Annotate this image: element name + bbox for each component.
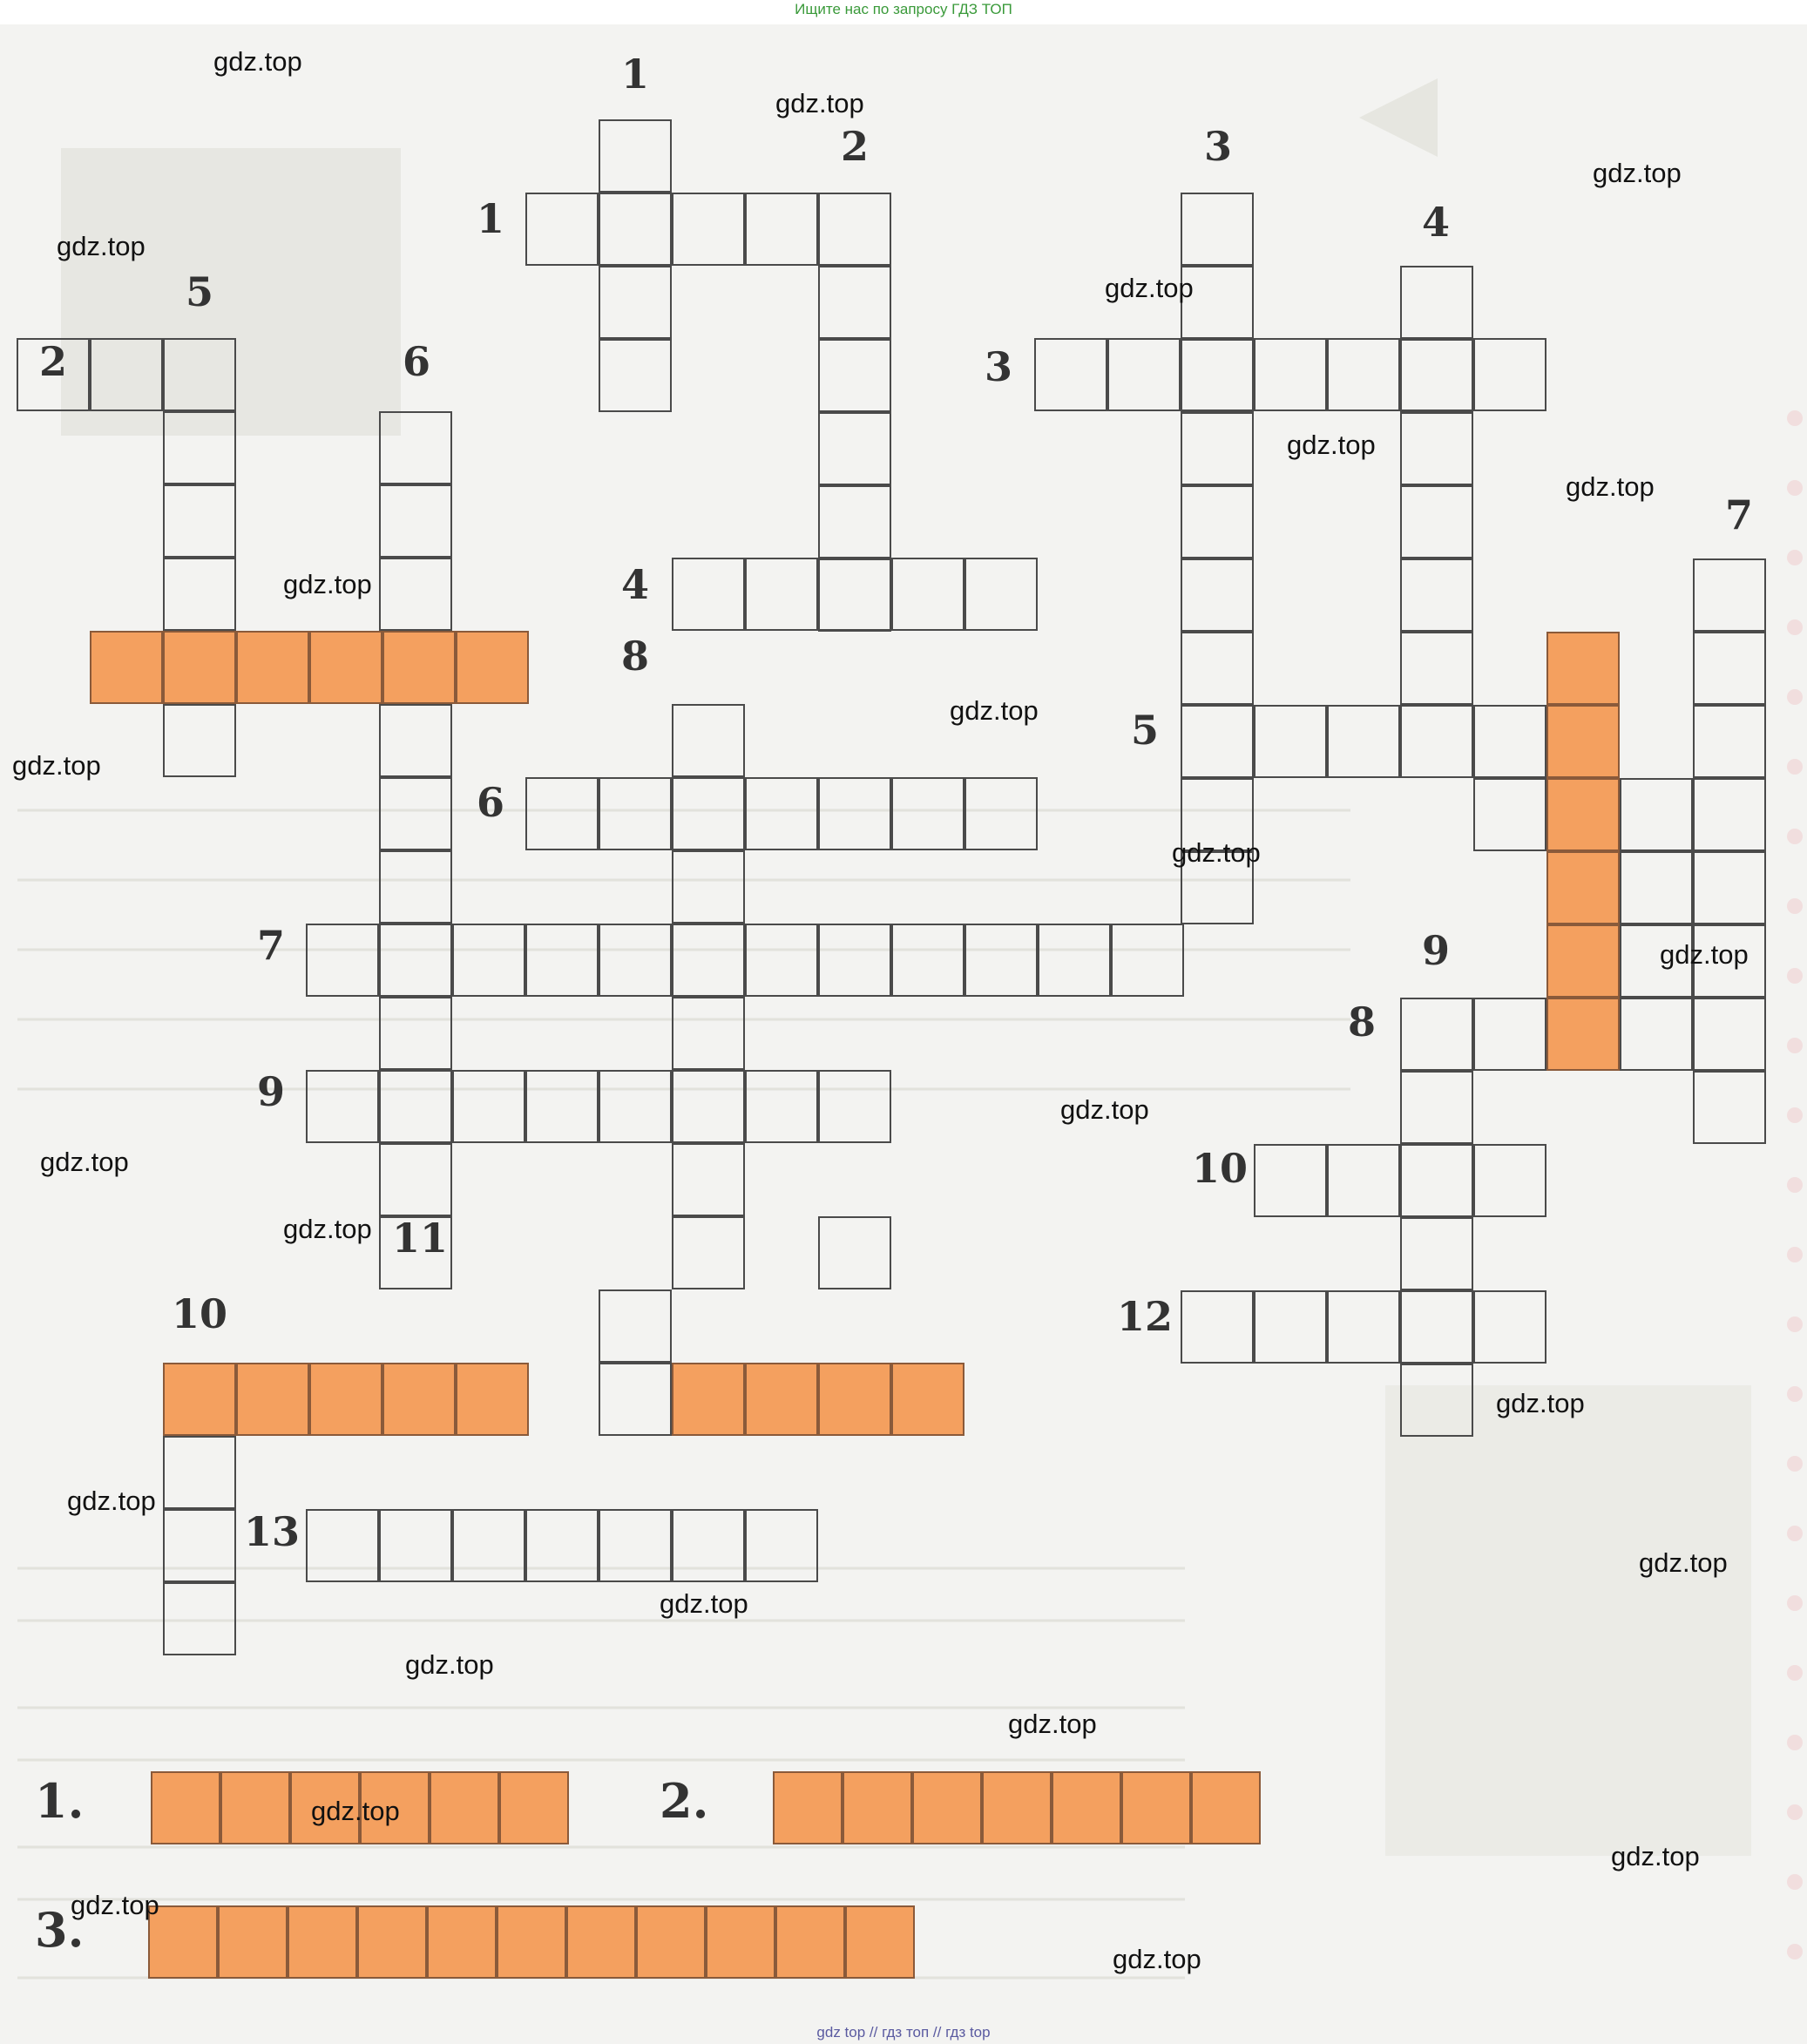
crossword-cell[interactable] (1181, 558, 1254, 632)
crossword-cell[interactable] (672, 704, 745, 777)
watermark: gdz.top (1060, 1094, 1149, 1125)
crossword-cell[interactable] (163, 1582, 236, 1655)
crossword-cell[interactable] (1693, 558, 1766, 632)
clue-number: 1 (477, 195, 505, 242)
watermark: gdz.top (40, 1147, 129, 1177)
answer-cell[interactable] (982, 1771, 1052, 1844)
crossword-cell[interactable] (379, 924, 452, 997)
crossword-cell[interactable] (818, 1070, 891, 1143)
clue-number: 13 (244, 1508, 301, 1555)
crossword-cell[interactable] (1400, 485, 1473, 558)
crossword-cell-highlighted[interactable] (1546, 998, 1620, 1071)
crossword-cell[interactable] (1254, 1290, 1327, 1364)
crossword-cell[interactable] (163, 558, 236, 631)
crossword-cell[interactable] (1254, 705, 1327, 778)
crossword-cell-highlighted[interactable] (1546, 632, 1620, 705)
crossword-cell[interactable] (818, 1216, 891, 1289)
crossword-cell[interactable] (1181, 632, 1254, 705)
crossword-cell[interactable] (891, 777, 964, 850)
clue-number: 7 (257, 922, 286, 969)
answer-cell[interactable] (357, 1905, 427, 1979)
crossword-cell[interactable] (1400, 266, 1473, 339)
clue-number: 3 (985, 343, 1013, 390)
crossword-cell[interactable] (1327, 705, 1400, 778)
crossword-cell[interactable] (306, 1070, 379, 1143)
crossword-cell[interactable] (1473, 778, 1546, 851)
watermark: gdz.top (12, 750, 101, 781)
answer-cell[interactable] (220, 1771, 290, 1844)
crossword-cell[interactable] (525, 193, 599, 266)
crossword-cell[interactable] (672, 1216, 745, 1289)
clue-number: 2 (39, 338, 68, 385)
crossword-cell[interactable] (525, 1509, 599, 1582)
watermark: gdz.top (1496, 1388, 1585, 1418)
crossword-cell[interactable] (599, 1070, 672, 1143)
answer-cell[interactable] (1052, 1771, 1121, 1844)
watermark: gdz.top (1639, 1547, 1728, 1578)
crossword-cell[interactable] (1693, 851, 1766, 924)
crossword-cell[interactable] (672, 1509, 745, 1582)
crossword-cell[interactable] (745, 924, 818, 997)
crossword-cell[interactable] (818, 924, 891, 997)
crossword-cell[interactable] (672, 558, 745, 631)
crossword-cell[interactable] (1620, 851, 1693, 924)
crossword-cell[interactable] (891, 558, 964, 631)
clue-number: 9 (257, 1068, 286, 1115)
answer-row-label: 2. (660, 1773, 709, 1829)
watermark: gdz.top (283, 1214, 372, 1244)
crossword-cell[interactable] (525, 924, 599, 997)
crossword-cell[interactable] (1400, 998, 1473, 1071)
crossword-cell[interactable] (1693, 998, 1766, 1071)
crossword-cell[interactable] (1254, 338, 1327, 411)
crossword-cell[interactable] (1473, 1144, 1546, 1217)
answer-row-label: 1. (35, 1773, 85, 1829)
answer-cell[interactable] (566, 1905, 636, 1979)
crossword-cell[interactable] (745, 1509, 818, 1582)
crossword-cell-highlighted[interactable] (672, 1363, 745, 1436)
clue-number: 1 (621, 51, 650, 98)
answer-cell[interactable] (636, 1905, 706, 1979)
crossword-cell[interactable] (818, 193, 891, 266)
crossword-cell[interactable] (599, 1289, 672, 1363)
crossword-cell[interactable] (163, 1436, 236, 1509)
answer-cell[interactable] (499, 1771, 569, 1844)
crossword-cell-highlighted[interactable] (382, 1363, 456, 1436)
answer-cell[interactable] (497, 1905, 566, 1979)
clue-number: 7 (1725, 491, 1754, 538)
crossword-cell-highlighted[interactable] (456, 1363, 529, 1436)
crossword-cell[interactable] (964, 777, 1038, 850)
crossword-cell-highlighted[interactable] (382, 631, 456, 704)
watermark: gdz.top (1287, 430, 1376, 460)
crossword-cell[interactable] (818, 412, 891, 485)
crossword-cell[interactable] (306, 924, 379, 997)
watermark: gdz.top (213, 46, 302, 77)
answer-cell[interactable] (1191, 1771, 1261, 1844)
crossword-cell[interactable] (1181, 412, 1254, 485)
crossword-cell[interactable] (1400, 1144, 1473, 1217)
crossword-cell[interactable] (1181, 705, 1254, 778)
watermark: gdz.top (57, 231, 146, 261)
clue-number: 2 (841, 123, 870, 170)
crossword-cell[interactable] (672, 193, 745, 266)
crossword-cell[interactable] (379, 411, 452, 484)
crossword-cell[interactable] (818, 485, 891, 558)
crossword-cell[interactable] (599, 339, 672, 412)
clue-number: 11 (392, 1215, 449, 1262)
watermark: gdz.top (660, 1588, 748, 1619)
crossword-cell[interactable] (1620, 778, 1693, 851)
crossword-cell[interactable] (1181, 338, 1254, 411)
watermark: gdz.top (950, 695, 1039, 726)
clue-number: 5 (1131, 707, 1160, 754)
crossword-cell[interactable] (1181, 193, 1254, 266)
clue-number: 3 (1204, 123, 1233, 170)
answer-cell[interactable] (151, 1771, 220, 1844)
crossword-cell[interactable] (1254, 1144, 1327, 1217)
watermark: gdz.top (1566, 471, 1655, 502)
crossword-cell[interactable] (964, 558, 1038, 631)
clue-number: 6 (477, 779, 505, 826)
crossword-cell-highlighted[interactable] (456, 631, 529, 704)
crossword-cell[interactable] (1400, 1217, 1473, 1290)
crossword-cell[interactable] (672, 850, 745, 924)
watermark: gdz.top (1113, 1944, 1201, 1974)
clue-number: 12 (1117, 1293, 1174, 1340)
crossword-cell[interactable] (379, 997, 452, 1070)
clue-number: 4 (1422, 199, 1451, 246)
crossword-cell[interactable] (818, 777, 891, 850)
watermark: gdz.top (1660, 939, 1749, 970)
crossword-cell[interactable] (1473, 338, 1546, 411)
crossword-cell[interactable] (818, 266, 891, 339)
crossword-cell[interactable] (1473, 705, 1546, 778)
answer-cell[interactable] (843, 1771, 912, 1844)
crossword-cell[interactable] (1693, 632, 1766, 705)
crossword-cell[interactable] (379, 1070, 452, 1143)
crossword-cell[interactable] (1400, 705, 1473, 778)
watermark: gdz.top (1611, 1841, 1700, 1871)
crossword-cell-highlighted[interactable] (1546, 924, 1620, 998)
clue-number: 10 (172, 1290, 228, 1337)
crossword-cell[interactable] (599, 119, 672, 193)
crossword-cell[interactable] (599, 777, 672, 850)
crossword-cell[interactable] (1473, 1290, 1546, 1364)
crossword-cell[interactable] (1181, 1290, 1254, 1364)
crossword-cell-highlighted[interactable] (236, 1363, 309, 1436)
crossword-cell[interactable] (672, 924, 745, 997)
answer-cell[interactable] (218, 1905, 288, 1979)
crossword-cell-highlighted[interactable] (309, 1363, 382, 1436)
crossword-cell[interactable] (672, 997, 745, 1070)
clue-number: 8 (621, 633, 650, 680)
crossword-cell[interactable] (452, 1509, 525, 1582)
crossword-cell[interactable] (818, 558, 891, 631)
crossword-cell-highlighted[interactable] (163, 631, 236, 704)
crossword-cell[interactable] (379, 1143, 452, 1216)
crossword-cell[interactable] (1400, 558, 1473, 632)
crossword-cell[interactable] (1111, 924, 1184, 997)
answer-cell[interactable] (912, 1771, 982, 1844)
crossword-cell[interactable] (163, 411, 236, 484)
crossword-cell[interactable] (1327, 338, 1400, 411)
crossword-cell[interactable] (525, 1070, 599, 1143)
crossword-cell-highlighted[interactable] (891, 1363, 964, 1436)
crossword-cell-highlighted[interactable] (90, 631, 163, 704)
watermark: gdz.top (1105, 273, 1194, 303)
crossword-cell[interactable] (452, 924, 525, 997)
crossword-cell[interactable] (672, 777, 745, 850)
crossword-cell-highlighted[interactable] (818, 1363, 891, 1436)
crossword-cell[interactable] (599, 1363, 672, 1436)
answer-cell[interactable] (288, 1905, 357, 1979)
crossword-cell[interactable] (379, 484, 452, 558)
watermark: gdz.top (67, 1486, 156, 1516)
crossword-cell[interactable] (1473, 998, 1546, 1071)
watermark: gdz.top (1172, 837, 1261, 868)
clue-number: 4 (621, 561, 650, 608)
crossword-cell[interactable] (1693, 1071, 1766, 1144)
crossword-cell-highlighted[interactable] (745, 1363, 818, 1436)
clue-number: 10 (1192, 1145, 1249, 1192)
watermark: gdz.top (775, 88, 864, 118)
clue-number: 9 (1422, 927, 1451, 974)
crossword-cell[interactable] (672, 1143, 745, 1216)
crossword-cell[interactable] (1400, 412, 1473, 485)
watermark: gdz.top (405, 1649, 494, 1680)
crossword-cell-highlighted[interactable] (163, 1363, 236, 1436)
answer-cell[interactable] (427, 1905, 497, 1979)
crossword-cell[interactable] (1034, 338, 1107, 411)
answer-cell[interactable] (706, 1905, 775, 1979)
crossword-cell[interactable] (1327, 1290, 1400, 1364)
watermark: gdz.top (311, 1796, 400, 1826)
bottom-banner: gdz top // гдз топ // гдз top (816, 2024, 991, 2041)
crossword-cell[interactable] (964, 924, 1038, 997)
crossword-cell[interactable] (1400, 1290, 1473, 1364)
crossword-cell[interactable] (1181, 485, 1254, 558)
answer-cell[interactable] (845, 1905, 915, 1979)
crossword-cell[interactable] (306, 1509, 379, 1582)
watermark: gdz.top (71, 1890, 159, 1920)
crossword-cell[interactable] (599, 266, 672, 339)
crossword-cell[interactable] (599, 924, 672, 997)
crossword-cell[interactable] (452, 1070, 525, 1143)
crossword-cell[interactable] (525, 777, 599, 850)
crossword-cell[interactable] (379, 558, 452, 631)
crossword-cell-highlighted[interactable] (1546, 778, 1620, 851)
crossword-cell[interactable] (745, 193, 818, 266)
crossword-cell-highlighted[interactable] (1546, 851, 1620, 924)
answer-cell[interactable] (775, 1905, 845, 1979)
answer-cell[interactable] (430, 1771, 499, 1844)
answer-row-label: 3. (35, 1902, 85, 1958)
crossword-cell[interactable] (1693, 705, 1766, 778)
crossword-cell[interactable] (1400, 1071, 1473, 1144)
crossword-cell-highlighted[interactable] (1546, 705, 1620, 778)
crossword-cell-highlighted[interactable] (309, 631, 382, 704)
crossword-cell[interactable] (599, 193, 672, 266)
clue-number: 8 (1348, 998, 1377, 1046)
clue-number: 5 (186, 268, 214, 315)
crossword-cell[interactable] (599, 1509, 672, 1582)
crossword-cell[interactable] (379, 850, 452, 924)
clue-number: 6 (403, 338, 431, 385)
crossword-cell[interactable] (1620, 998, 1693, 1071)
crossword-cell[interactable] (379, 704, 452, 777)
crossword-cell[interactable] (745, 777, 818, 850)
answer-cell[interactable] (773, 1771, 843, 1844)
watermark: gdz.top (1008, 1709, 1097, 1739)
crossword-cell[interactable] (90, 338, 163, 411)
crossword-cell[interactable] (1400, 338, 1473, 411)
crossword-cell[interactable] (818, 339, 891, 412)
crossword-cell[interactable] (163, 484, 236, 558)
crossword-cell[interactable] (163, 338, 236, 411)
answer-cell[interactable] (1121, 1771, 1191, 1844)
crossword-cell[interactable] (672, 1070, 745, 1143)
watermark: gdz.top (283, 569, 372, 599)
crossword-cell[interactable] (1327, 1144, 1400, 1217)
crossword-cell[interactable] (1400, 632, 1473, 705)
crossword-cell[interactable] (379, 1509, 452, 1582)
crossword-cell[interactable] (163, 1509, 236, 1582)
top-banner[interactable]: Ищите нас по запросу ГДЗ ТОП (795, 1, 1012, 17)
crossword-cell-highlighted[interactable] (236, 631, 309, 704)
crossword-cell[interactable] (1693, 778, 1766, 851)
watermark: gdz.top (1593, 158, 1682, 188)
crossword-cell[interactable] (891, 924, 964, 997)
crossword-cell[interactable] (1400, 1364, 1473, 1437)
crossword-cell[interactable] (379, 777, 452, 850)
crossword-cell[interactable] (745, 1070, 818, 1143)
crossword-cell[interactable] (1107, 338, 1181, 411)
crossword-cell[interactable] (163, 704, 236, 777)
crossword-cell[interactable] (1038, 924, 1111, 997)
crossword-cell[interactable] (745, 558, 818, 631)
